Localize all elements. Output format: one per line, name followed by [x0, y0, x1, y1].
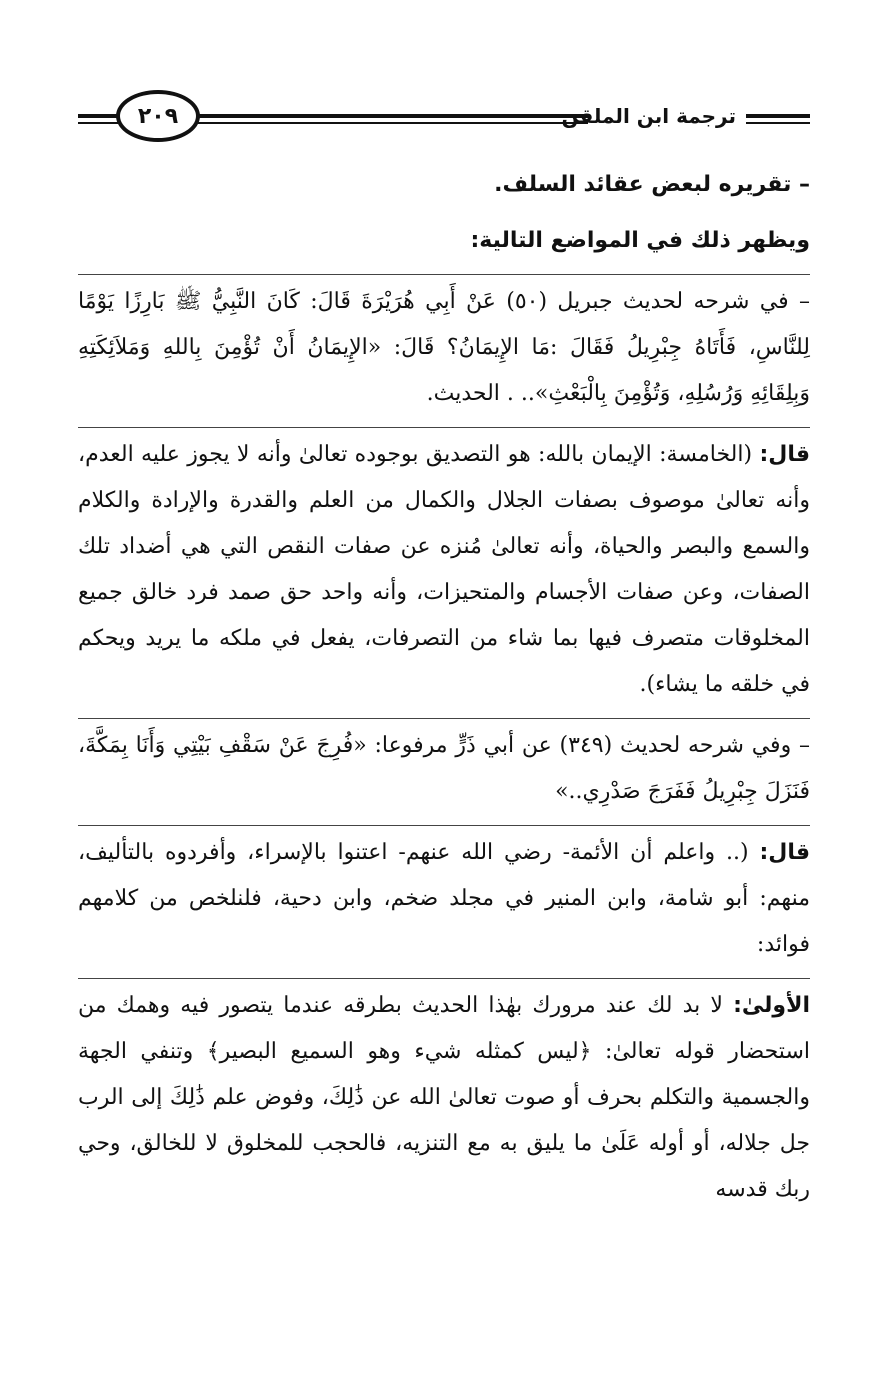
header-rule-right	[746, 114, 810, 118]
benefit-label: الأولىٰ:	[733, 993, 810, 1018]
paragraph-first-benefit	[78, 983, 810, 1213]
paragraph-text: لا بد لك عند مرورك بهٰذا الحديث بطرقه عندما يتصور فيه وهمك من استحضار قوله تعالىٰ: ﴿ليس كمثله شيء وهو السميع البصير﴾ وتنفي الجهة والجسمية والتكلم بحرف أو صوت تعالىٰ الله عن ذَٰلِكَ، وفوض علم ذَٰلِكَ إلى الرب جل جلاله، أو أوله عَلَىٰ ما يليق به مع التنزيه، فالحجب للمخلوق لا للخالق، وحي ربك قدسه	[78, 993, 810, 1202]
separator-line	[78, 825, 810, 826]
header-rule-middle-thin	[188, 122, 588, 124]
paragraph-text: (.. واعلم أن الأئمة- رضي الله عنهم- اعتنوا بالإسراء، وأفردوه بالتأليف، منهم: أبو شامة، وابن المنير في مجلد ضخم، وابن دحية، فلنلخص من كلامهم فوائد:	[78, 840, 810, 957]
paragraph-abu-dharr-hadith: – وفي شرحه لحديث (٣٤٩) عن أبي ذَرٍّ مرفوعا: «فُرِجَ عَنْ سَقْفِ بَيْتِي وَأَنَا بِمَكَّةَ، فَنَزَلَ جِبْرِيلُ فَفَرَجَ صَدْرِي..»	[78, 733, 810, 804]
paragraph-jibril-hadith: – في شرحه لحديث جبريل (٥٠) عَنْ أَبِي هُرَيْرَةَ قَالَ: كَانَ النَّبِيُّ ﷺ بَارِزًا يَوْمًا لِلنَّاسِ، فَأَتَاهُ جِبْرِيلُ فَقَالَ :مَا الإِيمَانُ؟ قَالَ: «الإِيمَانُ أَنْ تُؤْمِنَ بِاللهِ وَمَلاَئِكَتِهِ وَبِلِقَائِهِ وَرُسُلِهِ، وَتُؤْمِنَ بِالْبَعْثِ».. . الحديث.	[78, 289, 810, 406]
paragraph-section-heading: ويظهر ذلك في المواضع التالية:	[470, 228, 810, 253]
separator-line	[78, 978, 810, 979]
paragraph-isra-note	[78, 830, 810, 968]
running-title: ترجمة ابن الملقن	[561, 104, 736, 128]
header-rule-right-thin	[746, 122, 810, 124]
separator-line	[78, 718, 810, 719]
separator-line	[78, 427, 810, 428]
quote-label: قال:	[759, 840, 810, 865]
paragraph-fifth-iman	[78, 432, 810, 708]
paragraph-aqida-intro: – تقريره لبعض عقائد السلف.	[494, 172, 810, 197]
header-rule-middle	[188, 114, 588, 118]
quote-label: قال:	[759, 442, 810, 467]
page-body	[78, 162, 810, 1223]
page-header	[78, 88, 810, 148]
header-rule-left-thin	[78, 122, 122, 124]
separator-line	[78, 274, 810, 275]
paragraph-text: (الخامسة: الإيمان بالله: هو التصديق بوجوده تعالىٰ وأنه لا يجوز عليه العدم، وأنه تعالىٰ موصوف بصفات الجلال والكمال من العلم والقدرة والإرادة والكلام والسمع والبصر والحياة، وأنه تعالىٰ مُنزه عن صفات النقص التي هي أضداد تلك الصفات، وعن صفات الأجسام والمتحيزات، وأنه واحد حق صمد فرد خالق جميع المخلوقات متصرف فيها بما شاء من التصرفات، يفعل في ملكه ما يريد ويحكم في خلقه ما يشاء).	[78, 442, 810, 697]
page-number-badge	[116, 90, 200, 142]
page-number: ٢٠٩	[137, 103, 179, 129]
